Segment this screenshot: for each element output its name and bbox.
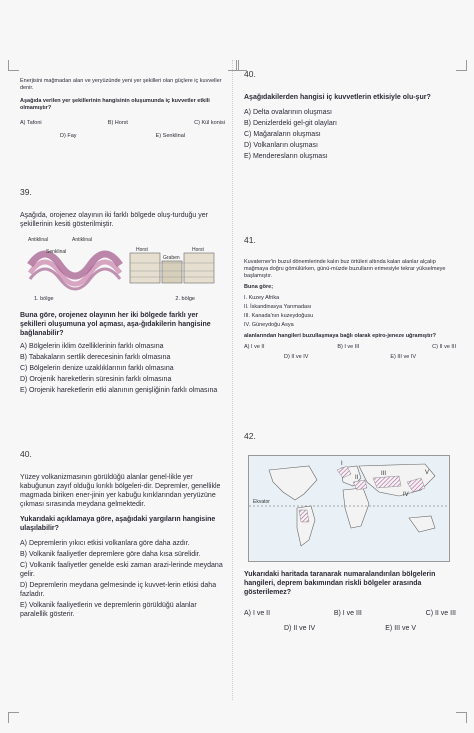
folded-strata-diagram	[30, 254, 120, 289]
continents	[269, 464, 435, 546]
options-row	[20, 133, 225, 140]
region-label-3: III	[381, 471, 387, 477]
question-40-right	[244, 70, 456, 163]
region-label-1: I	[341, 461, 343, 467]
question-number: 40.	[20, 449, 32, 459]
option-b[interactable]: B) Denizlerdeki gel-git olayları	[244, 120, 337, 127]
option-c[interactable]: C) Kül konisi	[194, 120, 225, 126]
orogeny-cross-section-figure	[20, 233, 225, 293]
world-map-svg	[249, 456, 449, 561]
question-42	[244, 432, 456, 441]
options-list	[244, 108, 456, 161]
question-prev	[20, 78, 225, 140]
question-intro: Aşağıda, orojenez olayının iki farklı bölgede oluş-turduğu yer şekillerinin kesiti gösterilmiştir.	[20, 212, 208, 228]
option-d[interactable]: D) Orojenik hareketlerin süresinin farklı olmasına	[20, 376, 172, 383]
option-a[interactable]: A) I ve II	[244, 344, 265, 350]
question-number: 41.	[244, 235, 256, 245]
option-a[interactable]: A) Bölgelerin iklim özelliklerinin farklı olmasına	[20, 343, 164, 350]
option-a[interactable]: A) Depremlerin yıkıcı etkisi volkanlara göre daha azdır.	[20, 540, 190, 547]
region-label-4: IV	[403, 492, 409, 498]
option-e[interactable]: E) Orojenik hareketlerin etki alanının genişliğinin farklı olmasına	[20, 387, 218, 394]
option-b[interactable]: B) Volkanik faaliyetler depremlere göre daha kısa sürelidir.	[20, 551, 201, 558]
item-1: I. Kuzey Afrika	[244, 295, 280, 301]
question-41	[244, 236, 456, 361]
option-a[interactable]: A) I ve II	[244, 610, 271, 617]
crop-mark	[456, 712, 467, 723]
option-d[interactable]: D) II ve IV	[284, 354, 309, 360]
label-antiklinal: Antiklinal	[28, 237, 49, 243]
region-label-2: II	[355, 475, 359, 481]
option-c[interactable]: C) Mağaraların oluşması	[244, 131, 321, 138]
option-e[interactable]: E) Volkanik faaliyetlerin ve depremlerin görüldüğü alanlar paralellik gösterir.	[20, 602, 197, 618]
question-intro: Enerjisini mağmadan alan ve yeryüzünde yeni yer şekilleri olan güçlere iç kuvveller denir.	[20, 78, 222, 91]
options-list	[20, 342, 225, 395]
option-d[interactable]: D) Fay	[60, 133, 77, 139]
crop-mark	[8, 60, 19, 71]
equator-label: Ekvator	[253, 499, 270, 505]
item-2: II. İskandinavya Yarımadası	[244, 304, 312, 310]
label-senklinal: Senklinal	[46, 249, 67, 255]
item-3: III. Kanada'nın kuzeydoğusu	[244, 313, 314, 319]
question-number: 42.	[244, 431, 256, 441]
question-stem: Yukarıdaki haritada taranarak numaralandırılan bölgelerin hangileri, deprem bakımından riskli bölgeler arasında gösterilemez?	[244, 571, 436, 596]
option-e[interactable]: E) Menderesların oluşması	[244, 153, 328, 160]
caption-region-2: 2. bölge	[175, 296, 195, 302]
option-a[interactable]: A) Tafoni	[20, 120, 42, 126]
label-horst: Horst	[192, 247, 204, 253]
question-39	[20, 188, 225, 397]
option-d[interactable]: D) Volkanların oluşması	[244, 142, 318, 149]
figure-captions	[20, 296, 225, 303]
option-e[interactable]: E) III ve V	[385, 625, 416, 632]
options-row	[20, 120, 225, 127]
option-c[interactable]: C) Volkanik faaliyetler genelde eski zaman arazi-lerinde meydana gelir.	[20, 562, 223, 578]
option-e[interactable]: E) Senklinal	[155, 133, 185, 139]
crop-mark	[456, 60, 467, 71]
option-c[interactable]: C) II ve III	[425, 610, 456, 617]
question-number: 40.	[244, 69, 256, 79]
crop-mark	[8, 712, 19, 723]
question-stem: Aşağıdakilerden hangisi iç kuvvetlerin etkisiyle olu-şur?	[244, 94, 431, 101]
question-lead: Buna göre;	[244, 284, 274, 290]
world-map	[248, 455, 450, 562]
item-4: IV. Güneydoğu Asya	[244, 322, 294, 328]
question-stem: Buna göre, orojenez olayının her iki bölgede farklı yer şekilleri oluşumuna yol açması, aşa-ğıdakilerin hangisine bağlanabilir?	[20, 312, 211, 337]
column-divider	[232, 60, 233, 700]
option-a[interactable]: A) Delta ovalarının oluşması	[244, 109, 332, 116]
label-antiklinal: Antiklinal	[72, 237, 93, 243]
label-graben: Graben	[163, 255, 180, 261]
option-b[interactable]: B) I ve III	[333, 610, 362, 617]
label-horst: Horst	[136, 247, 148, 253]
question-stem: alanlarından hangileri buzullaşmaya bağlı olarak epiro-jeneze uğramıştır?	[244, 333, 436, 339]
items-list	[244, 295, 456, 329]
caption-region-1: 1. bölge	[34, 296, 54, 302]
question-40-left	[20, 450, 225, 621]
question-intro: Yüzey volkanizmasının görüldüğü alanlar genel-likle yer kabuğunun zayıf olduğu kırıklı bölgeleri-dir. Depremler, genellikle magmada biriken ener-jinin yer kabuğu kırıklarından yeryüzüne çıkması sırasında meydana gelmektedir.	[20, 474, 221, 508]
question-stem: Yukarıdaki açıklamaya göre, aşağıdaki yargıların hangisine ulaşılabilir?	[20, 516, 216, 532]
option-d[interactable]: D) II ve IV	[284, 625, 316, 632]
question-42-body	[244, 570, 456, 633]
options-list	[20, 539, 225, 619]
question-number: 39.	[20, 187, 32, 197]
question-stem: Aşağıda verilen yer şekillerinin hangisinin oluşumunda iç kuvvetler etkili olmamıştır?	[20, 98, 210, 111]
option-b[interactable]: B) Horst	[107, 120, 128, 126]
options-row	[244, 624, 456, 633]
options-row	[244, 609, 456, 618]
option-c[interactable]: C) Bölgelerin denize uzaklıklarının farklı olmasına	[20, 365, 174, 372]
option-c[interactable]: C) II ve III	[432, 344, 456, 350]
region-label-5: V	[425, 470, 430, 476]
options-row	[244, 344, 456, 351]
option-b[interactable]: B) I ve III	[337, 344, 360, 350]
question-intro: Kuvaterner'in buzul dönemlerinde kalın buz örtüleri altında kalan alanlar alçalıp mağmaya doğru gömülürken, günü-müzde buzulların erimesiyle tekrar yükselmeye başlamıştır.	[244, 259, 446, 279]
option-b[interactable]: B) Tabakaların sertlik derecesinin farklı olmasına	[20, 354, 171, 361]
option-d[interactable]: D) Depremlerin meydana gelmesinde iç kuvvet-lerin etkisi daha fazladır.	[20, 582, 217, 598]
options-row	[244, 354, 456, 361]
option-e[interactable]: E) III ve IV	[390, 354, 416, 360]
